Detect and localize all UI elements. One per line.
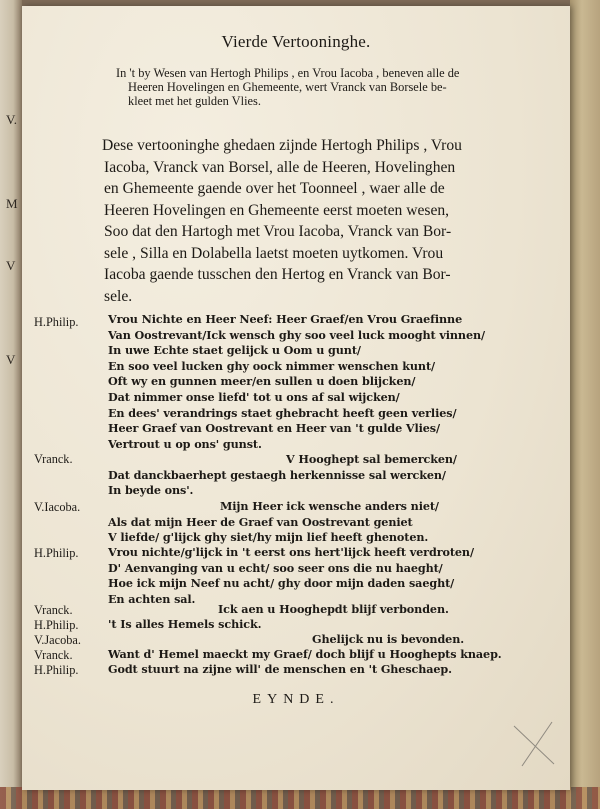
verse-line: Als dat mijn Heer de Graef van Oostrevant geniet (108, 514, 413, 529)
verse-line: Vertrout u op ons' gunst. (108, 436, 262, 451)
summary-line: Heeren Hovelingen en Ghemeente, wert Vranck van Borsele be- (128, 80, 447, 94)
verse-line: Vrou Nichte en Heer Neef: Heer Graef/en Vrou Graefinne (108, 312, 463, 326)
speaker-label: V.Iacoba. (34, 500, 81, 514)
verse-line: Want d' Hemel maeckt my Graef/ doch blijf u Hooghepts knaep. (108, 647, 502, 661)
verse-block (108, 647, 502, 663)
verse-line: Oft wy en gunnen meer/en sullen u doen blijcken/ (108, 374, 416, 389)
binding-fabric (0, 787, 600, 809)
verse-block (218, 602, 449, 618)
verse-line: V liefde/ g'lijck ghy siet/hy mijn lief heeft ghenoten. (108, 530, 429, 545)
stage-direction-line: sele , Silla en Dolabella laetst moeten uytkomen. Vrou (104, 244, 444, 262)
speaker-label: Vranck. (34, 648, 73, 662)
speaker-label: H.Philip. (34, 546, 79, 560)
summary-line: In 't by Wesen van Hertogh Philips , en Vrou Iacoba , beneven alle de (116, 66, 460, 80)
verse-block (108, 662, 452, 678)
speaker-label: H.Philip. (34, 315, 79, 329)
verse-line: Ick aen u Hooghepdt blijf verbonden. (218, 602, 449, 616)
speaker-label: Vranck. (34, 603, 73, 617)
scene-summary (116, 66, 556, 108)
verse-block (108, 312, 485, 452)
verse-line: En achten sal. (108, 591, 196, 606)
page-title: Vierde Vertooninghe. (221, 32, 371, 51)
closing-word: EYNDE. (252, 692, 340, 707)
stage-direction-line: en Ghemeente gaende over het Toonneel , waer alle de (104, 180, 445, 197)
book-binding-edge (570, 0, 600, 809)
verse-line: Heer Graef van Oostrevant en Heer van 't gulde Vlies/ (108, 421, 440, 436)
previous-page-margin (4, 0, 22, 809)
margin-letter: V. (6, 112, 17, 127)
verse-line: Vrou nichte/g'lijck in 't eerst ons hert'lijck heeft verdroten/ (108, 545, 474, 559)
summary-line: kleet met het gulden Vlies. (128, 94, 261, 108)
verse-block (108, 617, 261, 633)
verse-line: Ghelijck nu is bevonden. (312, 632, 465, 646)
verse-block (108, 545, 474, 607)
speaker-label: Vranck. (34, 452, 73, 466)
verse-block (108, 499, 439, 546)
verse-line: Dat danckbaerhept gestaegh herkennisse sal wercken/ (108, 467, 446, 482)
pencil-cross-mark (508, 712, 568, 772)
verse-line: Dat nimmer onse liefd' tot u ons af sal wijcken/ (108, 389, 400, 404)
verse-line: D' Aenvanging van u echt/ soo seer ons die nu haeght/ (108, 560, 443, 575)
margin-letter: M (6, 196, 18, 211)
verse-line: Godt stuurt na zijne will' de menschen en 't Gheschaep. (108, 662, 452, 676)
verse-block (108, 452, 457, 499)
speaker-label: H.Philip. (34, 618, 79, 632)
speaker-label: V.Jacoba. (34, 633, 81, 647)
stage-direction-line: Iacoba, Vranck van Borsel, alle de Heeren, Hovelinghen (104, 158, 456, 176)
verse-line: Van Oostrevant/Ick wensch ghy soo veel luck mooght vinnen/ (108, 327, 485, 342)
verse-line: En dees' verandrings staet ghebracht heeft geen verlies/ (108, 405, 457, 420)
verse-line: 't Is alles Hemels schick. (108, 617, 262, 631)
book-page (22, 6, 570, 790)
verse-block (312, 632, 464, 648)
stage-direction-line: Dese vertooninghe ghedaen zijnde Hertogh Philips , Vrou (102, 137, 462, 154)
stage-direction-line: sele. (104, 287, 133, 305)
verse-line: In beyde ons'. (108, 483, 194, 498)
verse-line: V Hooghept sal bemercken/ (286, 452, 457, 466)
stage-direction (102, 135, 562, 307)
verse-line: En soo veel lucken ghy oock nimmer wenschen kunt/ (108, 358, 435, 373)
margin-letter: V (6, 258, 16, 273)
verse-line: In uwe Echte staet gelijck u Oom u gunt/ (108, 343, 361, 358)
speaker-label: H.Philip. (34, 663, 79, 677)
stage-direction-line: Heeren Hovelingen en Ghemeente eerst moeten wesen, (104, 201, 450, 219)
margin-letter: V (6, 352, 16, 367)
stage-direction-line: Soo dat den Hartogh met Vrou Iacoba, Vranck van Bor- (104, 223, 452, 240)
verse-line: Hoe ick mijn Neef nu acht/ ghy door mijn daden saeght/ (108, 576, 455, 591)
verse-line: Mijn Heer ick wensche anders niet/ (220, 499, 439, 513)
stage-direction-line: Iacoba gaende tusschen den Hertog en Vranck van Bor- (104, 266, 451, 283)
